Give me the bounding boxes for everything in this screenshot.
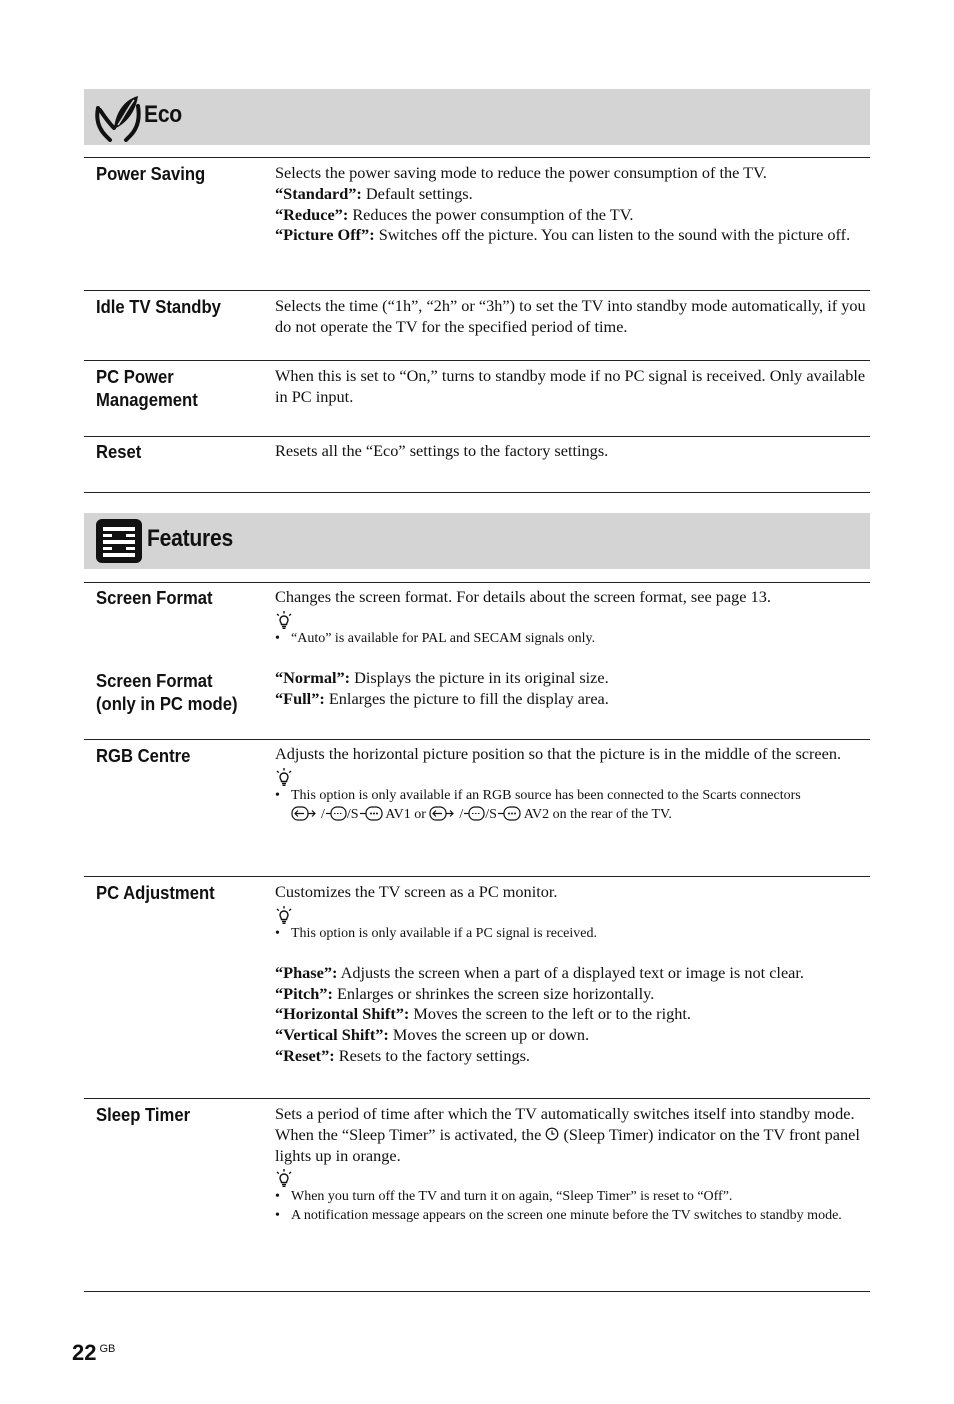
lightbulb-tip-icon [275, 611, 293, 629]
sleep-timer-label: Sleep Timer [96, 1104, 191, 1125]
divider [84, 290, 870, 291]
pc-adjustment-description: Customizes the TV screen as a PC monitor. • This option is only available if a PC signal is received. “Phase”: Adjusts the screen when a part of a displayed text or image is not clear. “Pitch”: Enlarges or shrinkes the screen size horizontally. “Horizontal Shift”: Moves the screen to the left or to the right. “Vertical Shift”: Moves the screen up or down. “Reset”: Resets to the factory settings. [275, 882, 870, 1067]
features-header [84, 513, 870, 569]
scart-output-icon [325, 806, 347, 821]
idle-tv-standby-label: Idle TV Standby [96, 296, 221, 317]
divider [84, 436, 870, 437]
screen-format-note: • “Auto” is available for PAL and SECAM signals only. [275, 629, 870, 648]
screen-format-pc-label: Screen Format (only in PC mode) [96, 670, 238, 714]
sleep-timer-note-1: • When you turn off the TV and turn it on again, “Sleep Timer” is reset to “Off”. [275, 1187, 870, 1206]
rgb-centre-label: RGB Centre [96, 745, 191, 766]
lightbulb-tip-icon [275, 768, 293, 786]
sleep-timer-clock-icon [545, 1127, 559, 1141]
power-saving-description: Selects the power saving mode to reduce the power consumption of the TV. “Standard”: Default settings. “Reduce”: Reduces the power consumption of the TV. “Picture Off”: Switches off the picture. You can listen to the sound with the picture off. [275, 163, 851, 245]
divider [84, 739, 870, 740]
region-code: GB [99, 1343, 116, 1355]
scart-input-icon [291, 806, 321, 821]
eco-title: Eco [144, 101, 182, 128]
svideo-icon [497, 806, 521, 821]
rgb-centre-description: Adjusts the horizontal picture position so that the picture is in the middle of the screen. • This option is only available if an RGB source has been connected to the Scarts connectors / /S AV1 or / /S AV2 on the rear of the TV. [275, 744, 870, 824]
divider [84, 876, 870, 877]
eco-hands-leaf-icon [94, 92, 142, 142]
eco-header [84, 89, 870, 145]
screen-format-description: Changes the screen format. For details about the screen format, see page 13. • “Auto” is available for PAL and SECAM signals only. [275, 587, 870, 648]
divider [84, 360, 870, 361]
pc-adjustment-label: PC Adjustment [96, 882, 215, 903]
screen-format-label: Screen Format [96, 587, 213, 608]
divider [84, 582, 870, 583]
page-number: 22 $^{GB}$ [72, 1340, 116, 1365]
reset-description: Resets all the “Eco” settings to the factory settings. [275, 441, 609, 460]
rgb-centre-note: • This option is only available if an RGB source has been connected to the Scarts connectors / /S AV1 or / /S AV2 on the rear of the TV. [275, 786, 870, 824]
sleep-timer-note-2: • A notification message appears on the screen one minute before the TV switches to standby mode. [275, 1206, 870, 1225]
svideo-icon [359, 806, 383, 821]
divider [84, 1291, 870, 1292]
idle-tv-standby-description: Selects the time (“1h”, “2h” or “3h”) to set the TV into standby mode automatically, if you do not operate the TV for the specified period of time. [275, 296, 866, 336]
divider [84, 1098, 870, 1099]
scart-input-icon [429, 806, 459, 821]
screen-format-pc-description: “Normal”: Displays the picture in its original size. “Full”: Enlarges the picture to fill the display area. [275, 668, 609, 708]
pc-power-management-description: When this is set to “On,” turns to standby mode if no PC signal is received. Only available in PC input. [275, 366, 866, 406]
sleep-timer-description: Sets a period of time after which the TV automatically switches itself into standby mode. When the “Sleep Timer” is activated, the (Sleep Timer) indicator on the TV front panel lights up in orange. • When you turn off the TV and turn it on again, “Sleep Timer” is reset to “Off”. • A notification message appears on the screen one minute before the TV switches to standby mode. [275, 1104, 870, 1225]
features-title: Features [147, 525, 233, 552]
pc-power-management-label: PC Power Management [96, 366, 198, 410]
features-menu-icon [95, 518, 143, 564]
reset-label: Reset [96, 441, 142, 462]
pc-adjustment-note: • This option is only available if a PC signal is received. [275, 924, 870, 943]
lightbulb-tip-icon [275, 906, 293, 924]
power-saving-label: Power Saving [96, 163, 206, 184]
lightbulb-tip-icon [275, 1169, 293, 1187]
divider [84, 492, 870, 493]
scart-output-icon [463, 806, 485, 821]
divider [84, 157, 870, 158]
